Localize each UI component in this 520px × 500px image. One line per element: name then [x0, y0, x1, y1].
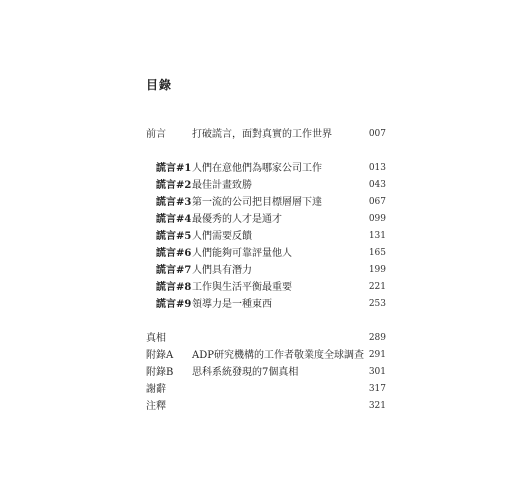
- entry-label: 謊言#9: [156, 299, 192, 310]
- toc-entry-appendix-a: [146, 347, 386, 364]
- entry-label: 謊言#6: [156, 248, 192, 259]
- toc-entry-lie-7: [146, 262, 386, 279]
- entry-page: 007: [368, 129, 386, 139]
- entry-page: 013: [368, 163, 386, 173]
- entry-label: 謊言#7: [156, 265, 192, 276]
- toc-entry-preface: [146, 126, 386, 143]
- entry-text: 人們能夠可靠評量他人: [192, 248, 292, 259]
- entry-text: 工作與生活平衡最重要: [192, 282, 292, 293]
- entry-page: 131: [368, 231, 386, 241]
- entry-label: 謊言#2: [156, 180, 192, 191]
- entry-text: 最佳計畫致勝: [192, 180, 252, 191]
- entry-label: 謊言#4: [156, 214, 192, 225]
- toc-entry-lie-6: [146, 245, 386, 262]
- entry-label: 謊言#8: [156, 282, 192, 293]
- toc-entry-lie-5: [146, 228, 386, 245]
- entry-text: 人們需要反饋: [192, 231, 252, 242]
- entry-text: 思科系統發現的7個真相: [192, 367, 299, 378]
- entry-label: 謝辭: [146, 384, 166, 395]
- toc-entry-lie-3: [146, 194, 386, 211]
- entry-label: 注釋: [146, 401, 166, 412]
- toc-entry-lie-2: [146, 177, 386, 194]
- entry-page: 321: [368, 401, 386, 411]
- entry-text: 領導力是一種東西: [192, 299, 272, 310]
- entry-label: 謊言#3: [156, 197, 192, 208]
- entry-page: 291: [368, 350, 386, 360]
- toc-entry-notes: [146, 398, 386, 415]
- entry-page: 067: [368, 197, 386, 207]
- entry-text: 第一流的公司把目標層層下達: [192, 197, 322, 208]
- entry-page: 317: [368, 384, 386, 394]
- entry-page: 253: [368, 299, 386, 309]
- entry-page: 289: [368, 333, 386, 343]
- entry-page: 043: [368, 180, 386, 190]
- toc-entry-lie-8: [146, 279, 386, 296]
- entry-label: 附錄B: [146, 367, 174, 378]
- toc-entry-acknowledgments: [146, 381, 386, 398]
- entry-text: 打破謊言，面對真實的工作世界: [192, 129, 332, 140]
- entry-page: 199: [368, 265, 386, 275]
- toc-entry-truth: [146, 330, 386, 347]
- toc-entry-lie-4: [146, 211, 386, 228]
- entry-text: 人們具有潛力: [192, 265, 252, 276]
- entry-page: 221: [368, 282, 386, 292]
- entry-page: 099: [368, 214, 386, 224]
- entry-label: 謊言#5: [156, 231, 192, 242]
- entry-page: 301: [368, 367, 386, 377]
- toc-entry-lie-9: [146, 296, 386, 313]
- entry-text: 最優秀的人才是通才: [192, 214, 282, 225]
- entry-label: 附錄A: [146, 350, 174, 361]
- entry-text: 人們在意他們為哪家公司工作: [192, 163, 322, 174]
- entry-page: 165: [368, 248, 386, 258]
- entry-label: 真相: [146, 333, 166, 344]
- toc-title: 目錄: [146, 78, 173, 92]
- toc-entry-lie-1: [146, 160, 386, 177]
- toc-entry-appendix-b: [146, 364, 386, 381]
- entry-label: 前言: [146, 129, 166, 140]
- entry-text: ADP研究機構的工作者敬業度全球調查: [192, 350, 364, 361]
- entry-label: 謊言#1: [156, 163, 192, 174]
